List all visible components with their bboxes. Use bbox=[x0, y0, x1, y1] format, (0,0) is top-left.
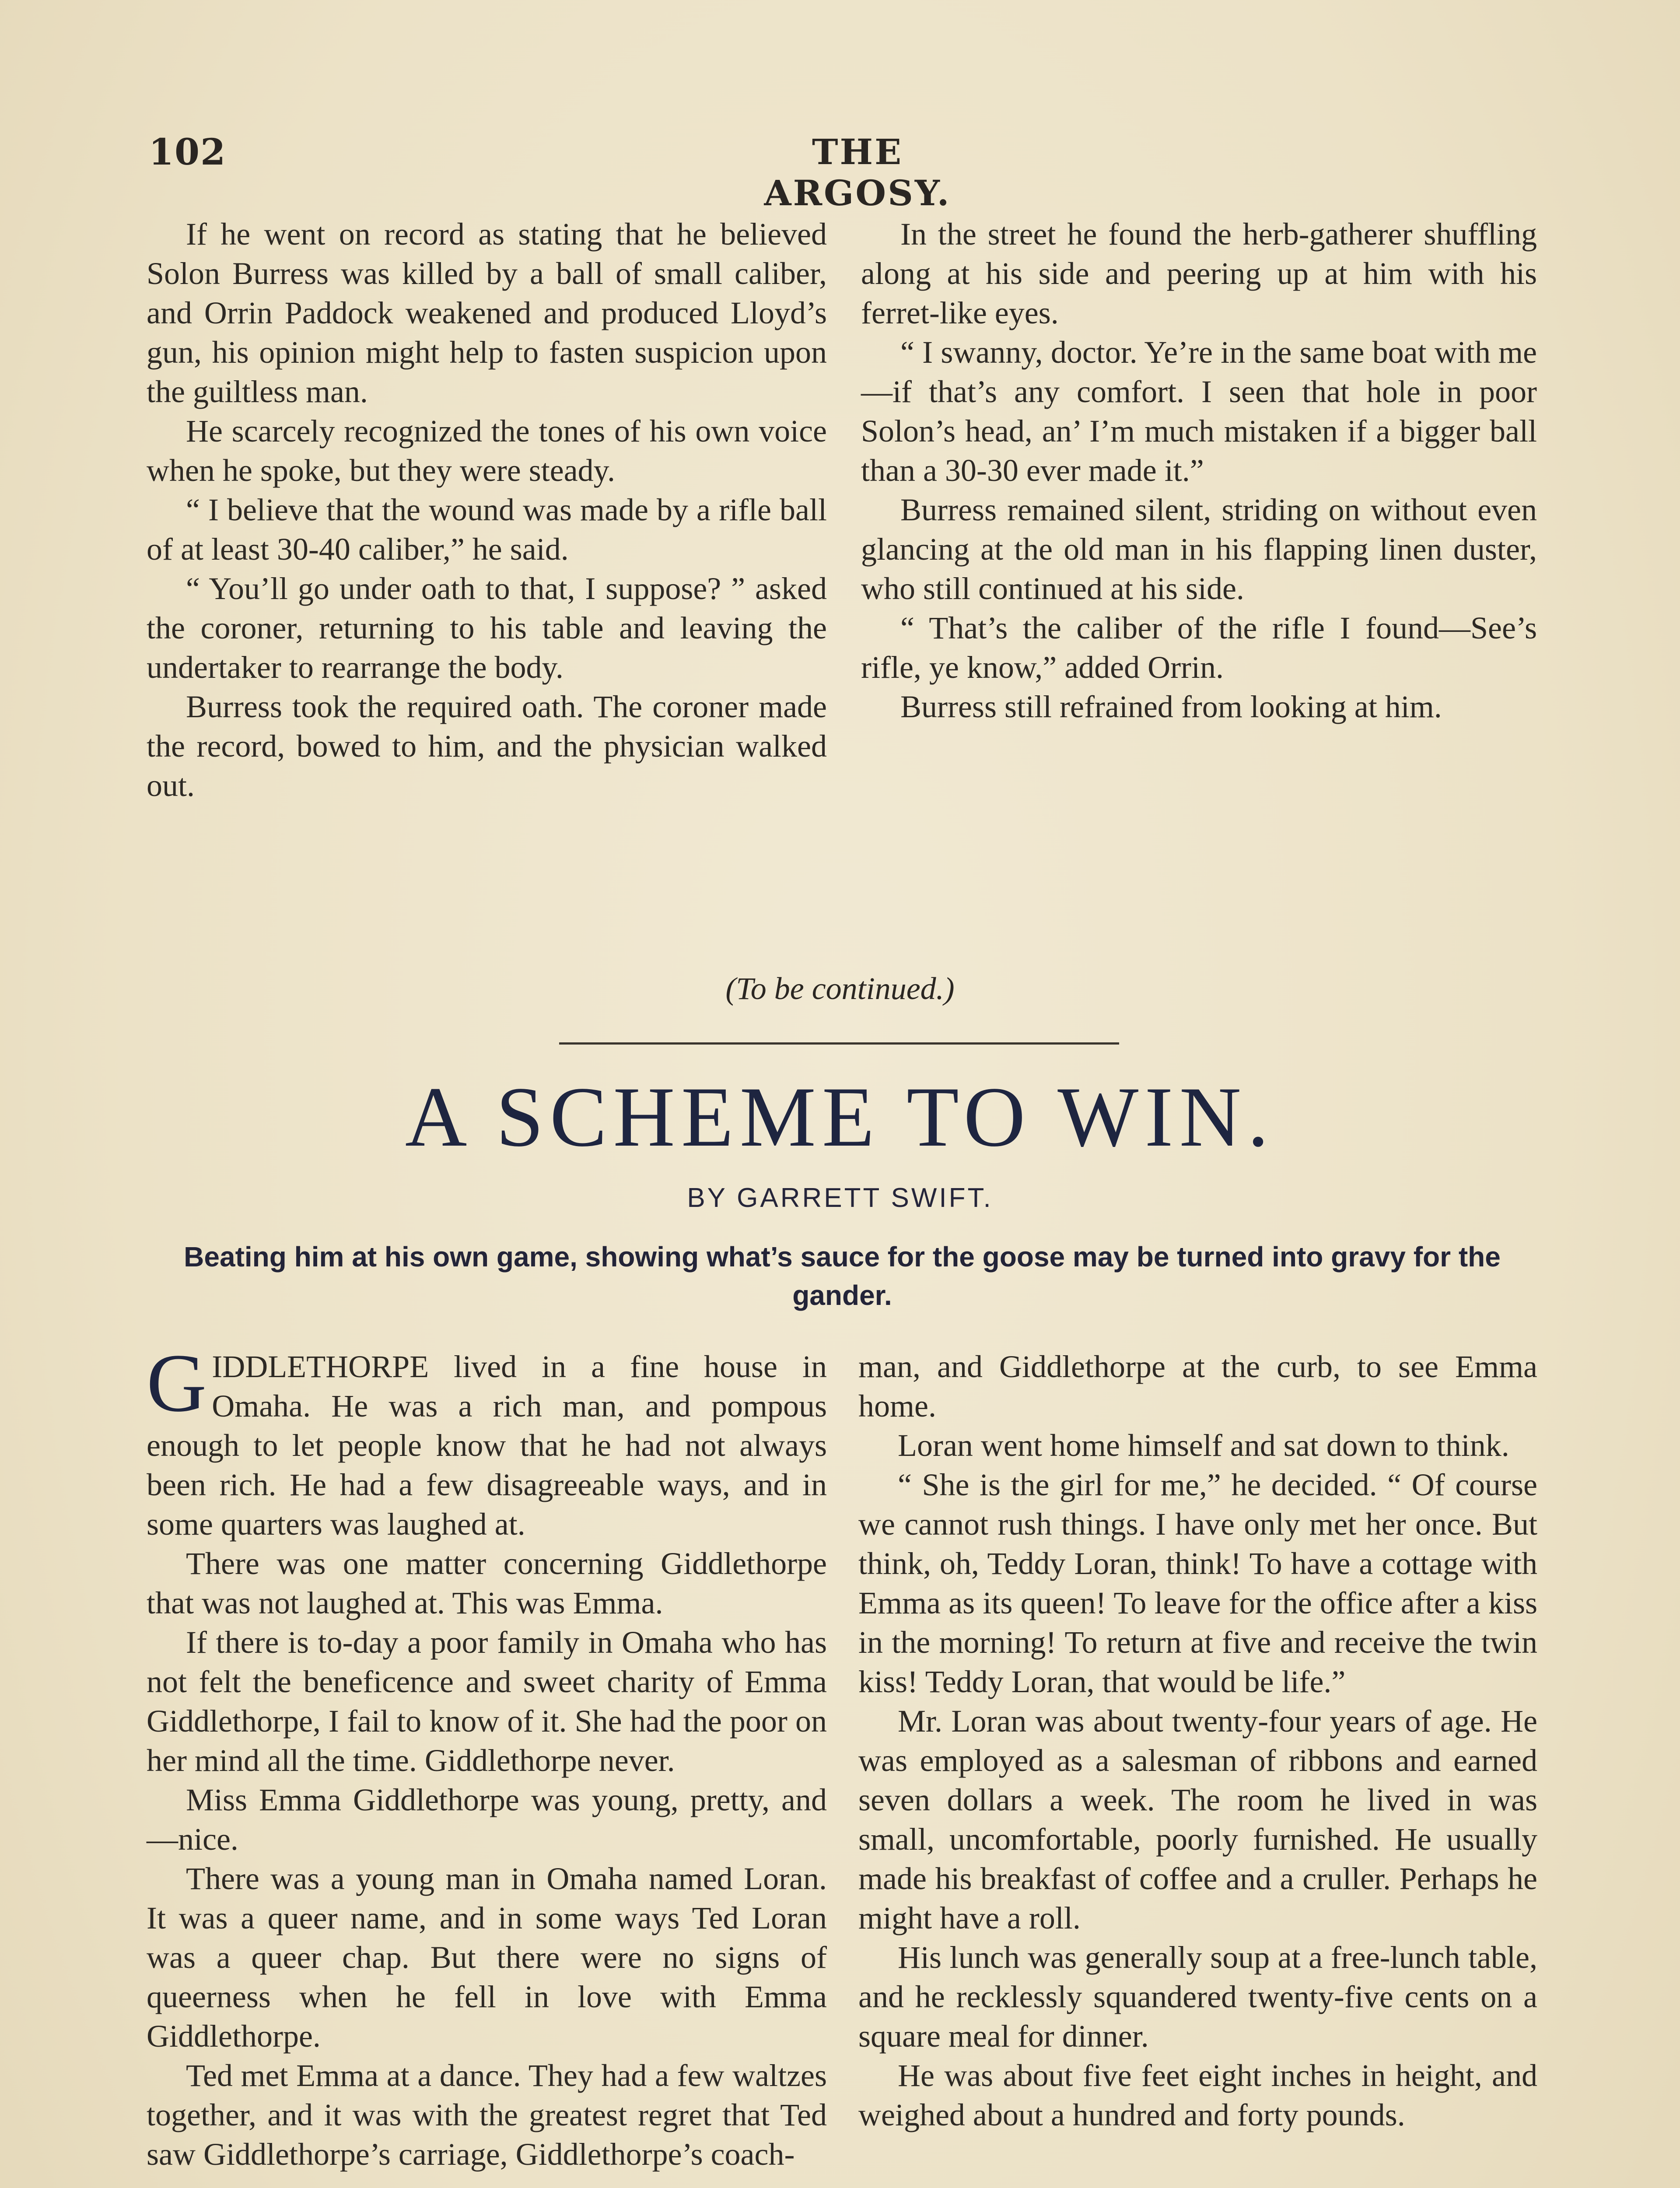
paragraph: “ You’ll go under oath to that, I suppose? ” asked the coroner, returning to his table and leaving the undertaker to rearrange the body. bbox=[147, 571, 827, 685]
paragraph: Loran went home himself and sat down to think. bbox=[898, 1428, 1509, 1463]
story-byline: BY GARRETT SWIFT. bbox=[687, 1183, 993, 1213]
opening-paragraph bbox=[147, 1337, 827, 1544]
paragraph: He was about five feet eight inches in height, and weighed about a hundred and forty pounds. bbox=[858, 2058, 1537, 2132]
paragraph: His lunch was generally soup at a free-lunch table, and he recklessly squandered twenty-five cents on a square meal for dinner. bbox=[858, 1940, 1537, 2054]
paragraph: “ I swanny, doctor. Ye’re in the same boat with me—if that’s any comfort. I seen that hole in poor Solon’s head, an’ I’m much mistaken if a bigger ball than a 30-30 ever made it.” bbox=[861, 335, 1537, 488]
paragraph: Burress remained silent, striding on without even glancing at the old man in his flapping linen duster, who still continued at his side. bbox=[861, 492, 1537, 606]
to-be-continued-note: (To be continued.) bbox=[725, 971, 955, 1006]
top-left-column bbox=[147, 214, 827, 805]
paragraph: man, and Giddlethorpe at the curb, to see Emma home. bbox=[858, 1349, 1537, 1424]
paragraph: Mr. Loran was about twenty-four years of age. He was employed as a salesman of ribbons and earned seven dollars a week. The room he lived in was small, uncomfortable, poorly furnished. He usually made his breakfast of coffee and a cruller. Perhaps he might have a roll. bbox=[858, 1704, 1537, 1936]
paragraph: He scarcely recognized the tones of his own voice when he spoke, but they were steady. bbox=[147, 414, 827, 488]
paragraph: Miss Emma Giddlethorpe was young, pretty, and—nice. bbox=[147, 1782, 827, 1857]
opening-paragraph-text: IDDLETHORPE lived in a fine house in Omaha. He was a rich man, and pompous enough to let people know that he had not always been rich. He had a few disagreeable ways, and in some quarters was laughed at. bbox=[147, 1349, 827, 1542]
top-right-column bbox=[861, 214, 1537, 726]
paragraph: If he went on record as stating that he believed Solon Burress was killed by a ball of small caliber, and Orrin Paddock weakened and produced Lloyd’s gun, his opinion might help to fasten suspicion upon the guiltless man. bbox=[147, 217, 827, 409]
paragraph: There was a young man in Omaha named Loran. It was a queer name, and in some ways Ted Loran was a queer chap. But there were no signs of queerness when he fell in love with Emma Giddlethorpe. bbox=[147, 1861, 827, 2054]
paragraph: If there is to-day a poor family in Omaha who has not felt the beneficence and sweet charity of Emma Giddlethorpe, I fail to know of it. She had the poor on her mind all the time. Giddlethorpe never. bbox=[147, 1625, 827, 1778]
paragraph: There was one matter concerning Giddlethorpe that was not laughed at. This was Emma. bbox=[147, 1546, 827, 1620]
paragraph: Ted met Emma at a dance. They had a few waltzes together, and it was with the greatest regret that Ted saw Giddlethorpe’s carriage, Giddlethorpe’s coach- bbox=[147, 2058, 827, 2172]
section-divider bbox=[559, 1042, 1119, 1045]
page-header bbox=[149, 131, 1549, 214]
drop-cap: G bbox=[147, 1337, 207, 1429]
story-title: A SCHEME TO WIN. bbox=[405, 1069, 1275, 1164]
page-number: 102 bbox=[149, 131, 227, 173]
paragraph: “ She is the girl for me,” he decided. “ Of course we cannot rush things. I have only met her once. But think, oh, Teddy Loran, think! To have a cottage with Emma as its queen! To leave for the office after a kiss in the morning! To return at five and receive the twin kiss! Teddy Loran, that would be life.” bbox=[858, 1467, 1537, 1699]
story-deck: Beating him at his own game, showing what’s sauce for the goose may be turned into gravy for the gander. bbox=[184, 1241, 1501, 1311]
bottom-right-column bbox=[858, 1347, 1537, 2135]
bottom-left-column bbox=[147, 1337, 827, 2174]
paragraph: In the street he found the herb-gatherer shuffling along at his side and peering up at him with his ferret-like eyes. bbox=[861, 217, 1537, 330]
running-head: THE ARGOSY. bbox=[764, 131, 951, 214]
paragraph: “ That’s the caliber of the rifle I found—See’s rifle, ye know,” added Orrin. bbox=[861, 610, 1537, 685]
paragraph: “ I believe that the wound was made by a rifle ball of at least 30-40 caliber,” he said. bbox=[147, 492, 827, 567]
paragraph: Burress still refrained from looking at him. bbox=[900, 689, 1442, 724]
paragraph: Burress took the required oath. The coroner made the record, bowed to him, and the physician walked out. bbox=[147, 689, 827, 803]
